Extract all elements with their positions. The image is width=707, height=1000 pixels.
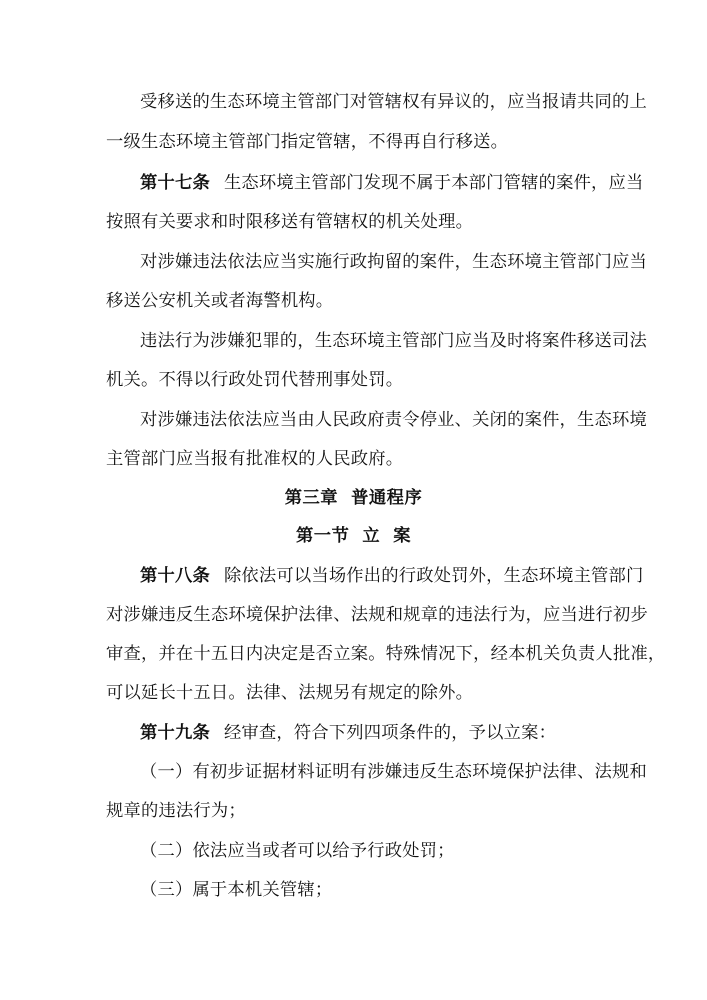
article-17-text: 生态环境主管部门发现不属于本部门管辖的案件，应当 <box>223 173 644 193</box>
paragraph-line: 规章的违法行为； <box>106 801 246 821</box>
article-19-text: 经审查，符合下列四项条件的，予以立案： <box>223 723 557 743</box>
section-title: 第一节 立 案 <box>296 526 411 546</box>
list-item-1: （一）有初步证据材料证明有涉嫌违反生态环境保护法律、法规和 <box>140 762 647 782</box>
paragraph-line: 按照有关要求和时限移送有管辖权的机关处理。 <box>106 212 474 232</box>
article-18-line <box>140 562 660 590</box>
chapter-title: 第三章 普通程序 <box>284 488 423 508</box>
article-17-label: 第十七条 <box>140 173 210 193</box>
list-item-3: （三）属于本机关管辖； <box>140 880 333 900</box>
article-19-label: 第十九条 <box>140 723 210 743</box>
paragraph-line: 违法行为涉嫌犯罪的，生态环境主管部门应当及时将案件移送司法 <box>140 331 647 351</box>
paragraph-line: 移送公安机关或者海警机构。 <box>106 291 334 311</box>
paragraph-line: 机关。不得以行政处罚代替刑事处罚。 <box>106 370 404 390</box>
paragraph-line: 审查，并在十五日内决定是否立案。特殊情况下，经本机关负责人批准， <box>106 644 666 664</box>
paragraph-line: 对涉嫌违法依法应当由人民政府责令停业、关闭的案件，生态环境 <box>140 410 647 430</box>
article-17-line <box>140 169 660 197</box>
paragraph-line: 对涉嫌违反生态环境保护法律、法规和规章的违法行为，应当进行初步 <box>106 605 648 625</box>
paragraph-line: 对涉嫌违法依法应当实施行政拘留的案件，生态环境主管部门应当 <box>140 252 647 272</box>
article-18-text: 除依法可以当场作出的行政处罚外，生态环境主管部门 <box>223 566 644 586</box>
list-item-2: （二）依法应当或者可以给予行政处罚； <box>140 841 455 861</box>
paragraph-line: 可以延长十五日。法律、法规另有规定的除外。 <box>106 683 474 703</box>
article-19-line <box>140 719 660 747</box>
paragraph-line: 一级生态环境主管部门指定管辖，不得再自行移送。 <box>106 132 509 152</box>
paragraph-line: 受移送的生态环境主管部门对管辖权有异议的，应当报请共同的上 <box>140 92 647 112</box>
paragraph-line: 主管部门应当报有批准权的人民政府。 <box>106 449 404 469</box>
article-18-label: 第十八条 <box>140 566 210 586</box>
